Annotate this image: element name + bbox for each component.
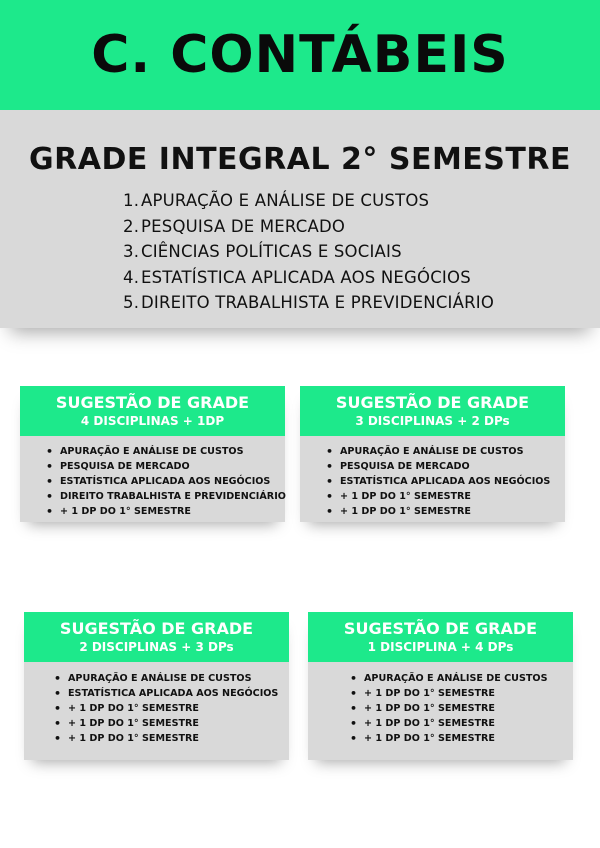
grade-title: GRADE INTEGRAL 2° SEMESTRE: [29, 142, 571, 177]
card-item-list: [300, 436, 565, 519]
suggestion-card-1-disciplina: [308, 612, 573, 760]
card-title: SUGESTÃO DE GRADE: [55, 392, 250, 412]
header-banner: [0, 0, 600, 110]
list-item: • APURAÇÃO E ANÁLISE DE CUSTOS: [350, 671, 573, 686]
grade-integral-panel: [0, 110, 600, 328]
grade-subject-item: 5. DIREITO TRABALHISTA E PREVIDENCIÁRIO: [123, 293, 495, 312]
card-subtitle: 4 DISCIPLINAS + 1DP: [80, 413, 225, 428]
list-item: • ESTATÍSTICA APLICADA AOS NEGÓCIOS: [46, 474, 285, 489]
list-item: • APURAÇÃO E ANÁLISE DE CUSTOS: [326, 444, 565, 459]
card-body: [308, 662, 573, 760]
card-subtitle: 2 DISCIPLINAS + 3 DPs: [79, 639, 234, 654]
card-item-list: [24, 662, 289, 746]
card-body: [20, 436, 285, 522]
list-item: • + 1 DP DO 1° SEMESTRE: [54, 716, 289, 731]
list-item: • PESQUISA DE MERCADO: [46, 459, 285, 474]
list-item: • + 1 DP DO 1° SEMESTRE: [46, 504, 285, 519]
grade-subject-item: 3. CIÊNCIAS POLÍTICAS E SOCIAIS: [123, 242, 402, 261]
card-title: SUGESTÃO DE GRADE: [343, 618, 538, 638]
grade-subject-list: [123, 188, 494, 316]
list-item: • DIREITO TRABALHISTA E PREVIDENCIÁRIO: [46, 489, 285, 504]
list-item: • + 1 DP DO 1° SEMESTRE: [54, 731, 289, 746]
list-item: • + 1 DP DO 1° SEMESTRE: [350, 686, 573, 701]
list-item: • + 1 DP DO 1° SEMESTRE: [326, 504, 565, 519]
list-item: • ESTATÍSTICA APLICADA AOS NEGÓCIOS: [54, 686, 289, 701]
list-item: • + 1 DP DO 1° SEMESTRE: [350, 701, 573, 716]
card-header: [300, 386, 565, 436]
card-subtitle: 1 DISCIPLINA + 4 DPs: [367, 639, 514, 654]
card-header: [24, 612, 289, 662]
list-item: • APURAÇÃO E ANÁLISE DE CUSTOS: [46, 444, 285, 459]
list-item: • ESTATÍSTICA APLICADA AOS NEGÓCIOS: [326, 474, 565, 489]
card-subtitle: 3 DISCIPLINAS + 2 DPs: [355, 413, 510, 428]
grade-subject-item: 2. PESQUISA DE MERCADO: [123, 216, 346, 236]
list-item: • + 1 DP DO 1° SEMESTRE: [54, 701, 289, 716]
card-body: [300, 436, 565, 522]
suggestion-card-4-disciplinas: [20, 386, 285, 522]
card-title: SUGESTÃO DE GRADE: [59, 618, 254, 638]
suggestion-card-3-disciplinas: [300, 386, 565, 522]
card-item-list: [20, 436, 285, 519]
card-header: [308, 612, 573, 662]
card-title: SUGESTÃO DE GRADE: [335, 392, 530, 412]
suggestion-card-2-disciplinas: [24, 612, 289, 760]
card-item-list: [308, 662, 573, 746]
list-item: • + 1 DP DO 1° SEMESTRE: [350, 731, 573, 746]
list-item: • APURAÇÃO E ANÁLISE DE CUSTOS: [54, 671, 289, 686]
list-item: • + 1 DP DO 1° SEMESTRE: [326, 489, 565, 504]
grade-subject-item: 4. ESTATÍSTICA APLICADA AOS NEGÓCIOS: [123, 267, 471, 287]
list-item: • + 1 DP DO 1° SEMESTRE: [350, 716, 573, 731]
page-title: C. CONTÁBEIS: [91, 25, 509, 85]
list-item: • PESQUISA DE MERCADO: [326, 459, 565, 474]
grade-subject-item: 1. APURAÇÃO E ANÁLISE DE CUSTOS: [123, 191, 430, 210]
card-header: [20, 386, 285, 436]
card-body: [24, 662, 289, 760]
